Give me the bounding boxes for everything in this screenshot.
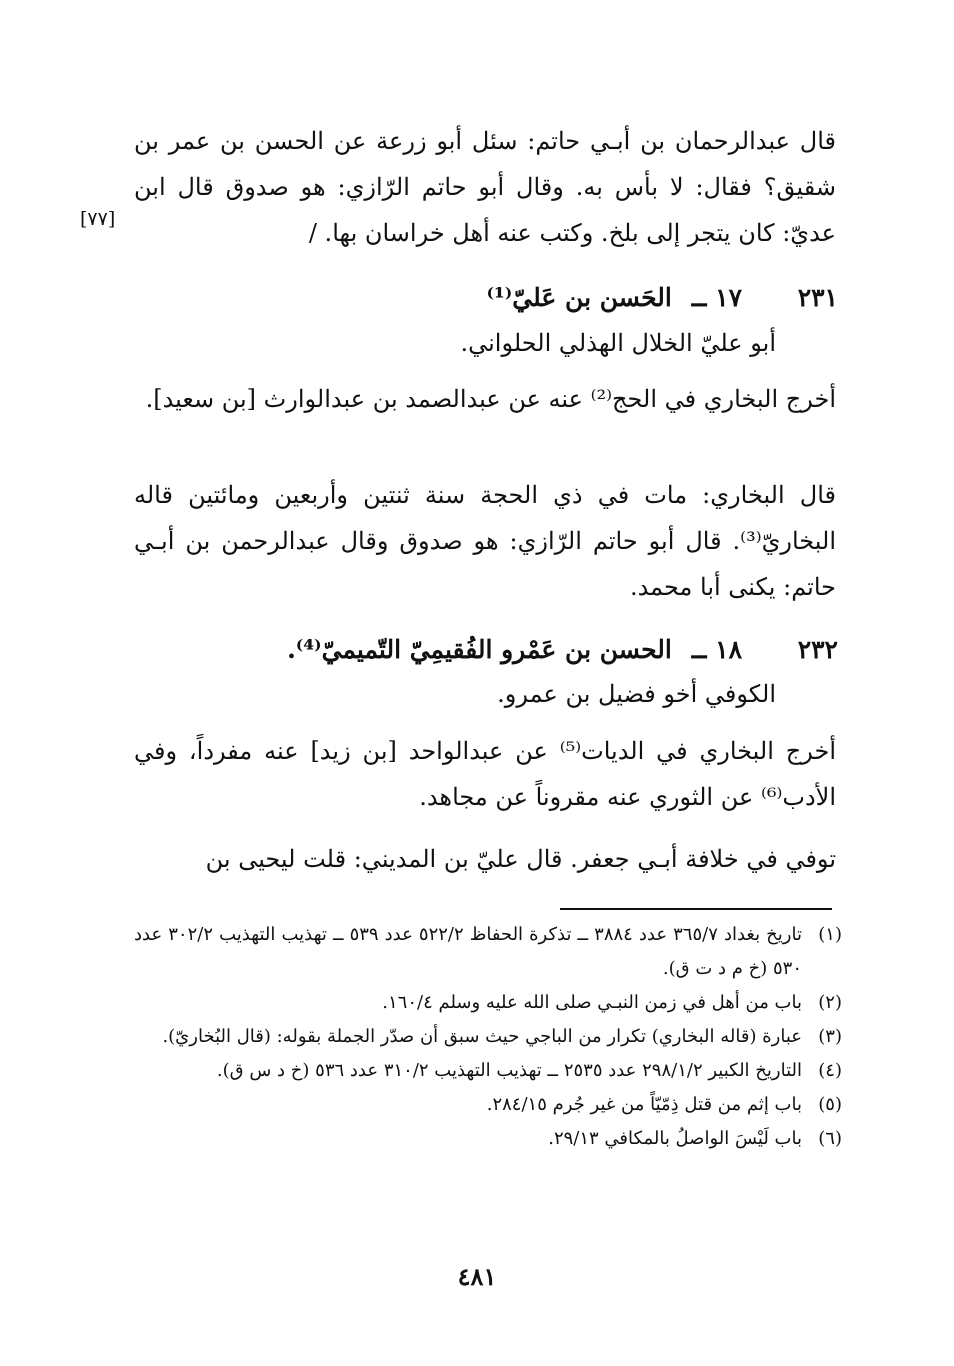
footnote-text: تاريخ بغداد ٣٦٥/٧ عدد ٣٨٨٤ ــ تذكرة الحفاظ ٥٢٢/٢ عدد ٥٣٩ ــ تهذيب التهذيب ٣٠٢/٢ عدد ٥٣٠ (خ م د ت ق). [134, 924, 802, 979]
footnote-3 [134, 1020, 842, 1054]
entry-231-paragraph-2: قال البخاري: مات في ذي الحجة سنة ثنتين وأربعين ومائتين قاله البخاريّ⁽³⁾. قال أبو حاتم الرّازي: هو صدوق وقال عبدالرحمن بن أبـي حاتم: يكنى أبا محمد. [134, 481, 836, 601]
entry-231-paragraph-1: أخرج البخاري في الحج⁽²⁾ عنه عن عبدالصمد بن عبدالوارث [بن سعيد]. [145, 385, 836, 413]
footnote-2 [134, 986, 842, 1020]
footnote-number: (٦) [818, 1128, 842, 1149]
footnotes-list [134, 918, 842, 1156]
footnote-5 [134, 1088, 842, 1122]
footnote-text: عبارة (قاله البخاري) تكرار من الباجي حيث سبق أن صدّر الجملة بقوله: (قال البُخاريّ). [162, 1026, 802, 1047]
margin-page-reference: [٧٧] [80, 208, 116, 230]
footnote-number: (٣) [818, 1026, 842, 1047]
footnote-number: (٥) [818, 1094, 842, 1115]
footnote-1 [134, 918, 842, 986]
footnote-text: باب لَيْسَ الواصلُ بالمكافي ٢٩/١٣. [548, 1128, 802, 1149]
entry-number: ٢٣١ [797, 283, 838, 312]
entry-sub-number: ١٧ ــ [691, 283, 742, 312]
entry-heading-232 [138, 630, 838, 670]
entry-name: الحَسن بن عَليّ⁽¹⁾ [486, 283, 672, 312]
page-number: ٤٨١ [457, 1262, 497, 1291]
entry-232-paragraph-2: توفي في خلافة أبـي جعفر. قال عليّ بن المديني: قلت ليحيى بن [205, 845, 836, 873]
footnote-text: باب إثم من قتل ذِمّيّاً من غير جُرم ٢٨٤/١٥. [486, 1094, 802, 1115]
footnote-number: (١) [818, 924, 842, 945]
intro-paragraph: قال عبدالرحمان بن أبـي حاتم: سئل أبو زرعة عن الحسن بن عمر بن شقيق؟ فقال: لا بأس به. وقال أبو حاتم الرّازي: هو صدوق قال ابن عديّ: كان يتجر إلى بلخ. وكتب عنه أهل خراسان بها. / [134, 127, 836, 247]
entry-lineage-231: أبو عليّ الخلال الهذلي الحلواني. [460, 329, 776, 357]
footnote-6 [134, 1122, 842, 1156]
entry-name: الحسن بن عَمْرو الفُقيمِيّ التّميميّ⁽⁴⁾. [287, 635, 672, 664]
entry-sub-number: ١٨ ــ [691, 635, 742, 664]
entry-232-paragraph-1: أخرج البخاري في الديات⁽⁵⁾ عن عبدالواحد [بن زيد] عنه مفرداً، وفي الأدب⁽⁶⁾ عن الثوري عنه مقروناً عن مجاهد. [134, 737, 837, 811]
entry-lineage-232: الكوفي أخو فضيل بن عمرو. [497, 680, 776, 708]
footnote-separator [560, 908, 832, 910]
footnote-text: باب من أهل في زمن النبـي صلى الله عليه وسلم ١٦٠/٤. [382, 992, 802, 1013]
footnote-number: (٤) [818, 1060, 842, 1081]
entry-number: ٢٣٢ [797, 635, 838, 664]
footnote-number: (٢) [818, 992, 842, 1013]
footnote-4 [134, 1054, 842, 1088]
footnote-text: التاريخ الكبير ٢٩٨/١/٢ عدد ٢٥٣٥ ــ تهذيب التهذيب ٣١٠/٢ عدد ٥٣٦ (خ د س ق). [216, 1060, 802, 1081]
entry-heading-231 [138, 278, 838, 318]
